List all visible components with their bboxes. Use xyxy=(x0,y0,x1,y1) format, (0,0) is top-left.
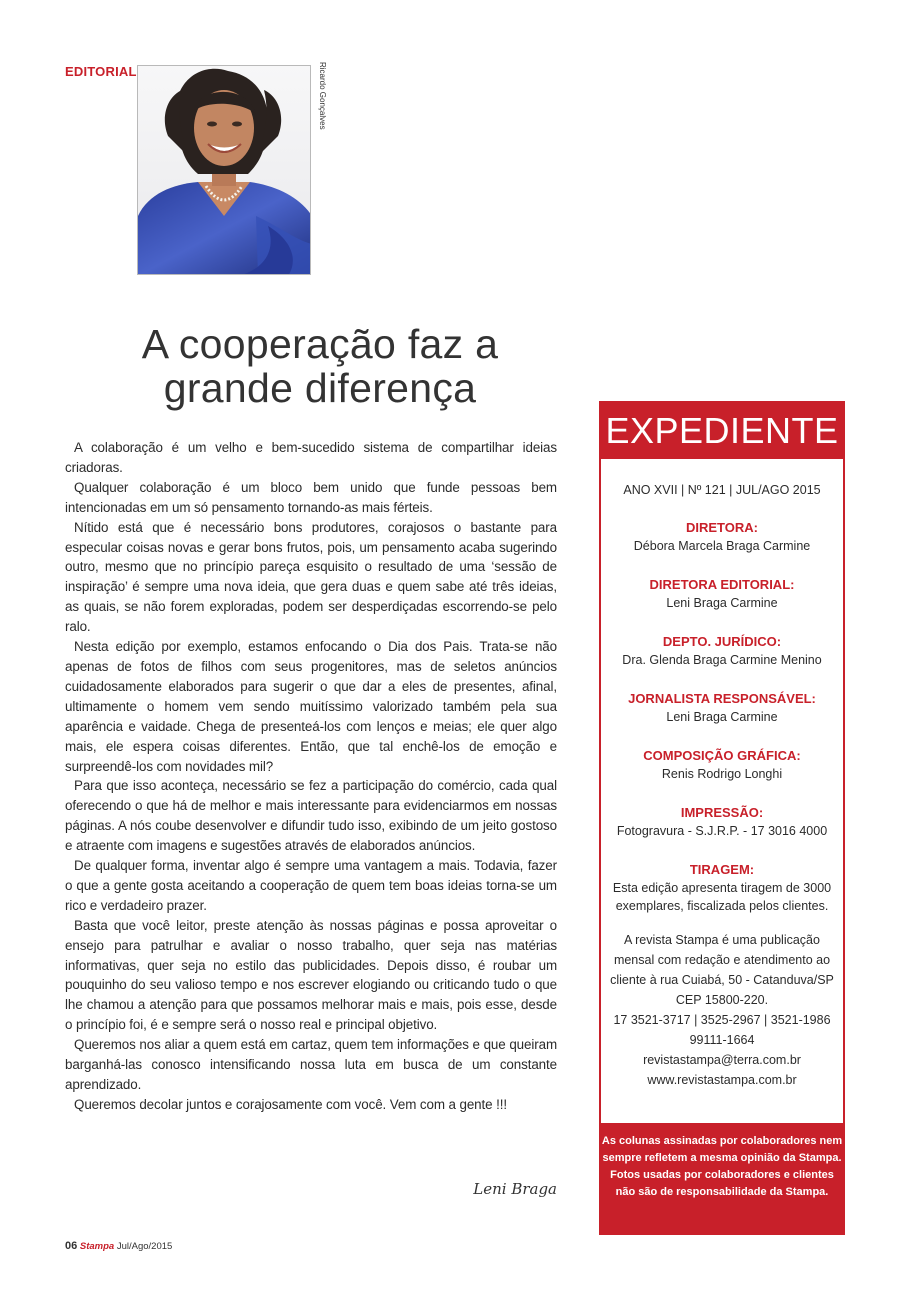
email-link[interactable]: revistastampa@terra.com.br xyxy=(643,1053,801,1067)
staff-role: DIRETORA: xyxy=(686,520,758,535)
staff-item xyxy=(601,690,843,726)
expediente-header: EXPEDIENTE xyxy=(601,403,843,459)
title-line-1: A cooperação faz a xyxy=(141,321,499,367)
paragraph: Basta que você leitor, preste atenção às nossas páginas e possa aproveitar o ensejo para patrulhar e avaliar o nosso trabalho, quer seja nas matérias informativas, quer seja no estilo das publicidades. Depois disso, é roubar um pouquinho do seu valioso tempo e nos escrever elogiando ou criticando tudo o que lhe chamou a atenção para que possamos melhorar mais e mais, pois esse, desde o princípio foi, é e sempre será o nosso real e principal objetivo. xyxy=(65,917,557,1033)
staff-item xyxy=(601,804,843,840)
author-photo xyxy=(137,65,311,275)
phone-numbers: 17 3521-3717 | 3525-2967 | 3521-1986 xyxy=(613,1013,831,1027)
paragraph: Nítido está que é necessário bons produtores, corajosos o bastante para especular coisas novas e gerar bons frutos, pois, um pensamento acaba sugerindo outro, mesmo que no princípio pareça esquisito o resultado de uma ‘sessão de inspiração’ é sempre uma nova ideia, que gera duas e quem sabe até três ideias, as quais, se não forem exploradas, podem ser desperdiçadas escorrendo-se pelo ralo. xyxy=(65,519,557,635)
paragraph: Queremos decolar juntos e corajosamente com você. Vem com a gente !!! xyxy=(74,1096,507,1112)
expediente-box xyxy=(599,401,845,1235)
info-line: CEP 15800-220. xyxy=(675,993,769,1007)
article-title xyxy=(105,322,535,410)
phone-number: 99111-1664 xyxy=(689,1033,755,1047)
edition-info: ANO XVII | Nº 121 | JUL/AGO 2015 xyxy=(623,483,821,497)
publication-info xyxy=(601,930,843,1090)
staff-item xyxy=(601,861,843,915)
section-label: EDITORIAL xyxy=(65,64,137,79)
title-line-2: grande diferença xyxy=(163,365,477,411)
staff-role: IMPRESSÃO: xyxy=(680,805,764,820)
article-body xyxy=(65,438,557,1115)
paragraph: Queremos nos aliar a quem está em cartaz, quem tem informações e que queiram barganhá-las conosco intensificando nossa luta em busca de um constante aprendizado. xyxy=(65,1037,557,1092)
staff-name: Renis Rodrigo Longhi xyxy=(661,767,783,781)
staff-role: JORNALISTA RESPONSÁVEL: xyxy=(628,691,816,706)
paragraph: Qualquer colaboração é um bloco bem unido que funde pessoas bem intencionadas em um só pensamento tornando-as mais férteis. xyxy=(65,479,557,515)
staff-name: Fotogravura - S.J.R.P. - 17 3016 4000 xyxy=(616,824,828,838)
staff-name: Leni Braga Carmine xyxy=(666,710,778,724)
info-line: mensal com redação e atendimento ao xyxy=(613,953,831,967)
staff-name: Leni Braga Carmine xyxy=(666,596,778,610)
staff-role: TIRAGEM: xyxy=(689,862,755,877)
signature: Leni Braga xyxy=(473,1180,557,1198)
paragraph: A colaboração é um velho e bem-sucedido sistema de compartilhar ideias criadoras. xyxy=(65,440,557,475)
staff-name: Dra. Glenda Braga Carmine Menino xyxy=(622,653,822,667)
photo-credit: Ricardo Gonçalves xyxy=(318,62,327,130)
staff-item xyxy=(601,576,843,612)
disclaimer: As colunas assinadas por colaboradores nem sempre refletem a mesma opinião da Stampa. Fotos usadas por colaboradores e clientes não são de responsabilidade da Stampa. xyxy=(601,1123,843,1233)
info-line: A revista Stampa é uma publicação xyxy=(624,933,820,947)
staff-name: Débora Marcela Braga Carmine xyxy=(633,539,811,553)
staff-list xyxy=(601,519,843,915)
page-footer xyxy=(65,1240,172,1252)
staff-role: DEPTO. JURÍDICO: xyxy=(662,634,782,649)
staff-role: DIRETORA EDITORIAL: xyxy=(649,577,795,592)
footer-issue: Jul/Ago/2015 xyxy=(116,1241,173,1252)
paragraph: Para que isso aconteça, necessário se fez a participação do comércio, cada qual oferecendo o que há de melhor e mais interessante para evidenciarmos em nossas páginas. A nós coube desenvolver e difundir tudo isso, exibindo de um jeito gostoso e atraente com imagens e sugestões através de elaborados anúncios. xyxy=(65,778,557,854)
footer-brand: Stampa xyxy=(79,1241,115,1252)
staff-item xyxy=(601,633,843,669)
staff-item xyxy=(601,519,843,555)
staff-name: Esta edição apresenta tiragem de 3000 exemplares, fiscalizada pelos clientes. xyxy=(612,881,832,913)
staff-role: COMPOSIÇÃO GRÁFICA: xyxy=(643,748,801,763)
info-line: cliente à rua Cuiabá, 50 - Catanduva/SP xyxy=(610,973,834,987)
staff-item xyxy=(601,747,843,783)
paragraph: De qualquer forma, inventar algo é sempre uma vantagem a mais. Todavia, fazer o que a gente gosta aceitando a cooperação de quem tem boas ideias torna-se um rico e verdadeiro prazer. xyxy=(65,858,557,913)
page-number: 06 xyxy=(65,1240,78,1252)
paragraph: Nesta edição por exemplo, estamos enfocando o Dia dos Pais. Trata-se não apenas de fotos de filhos com seus progenitores, mas de seletos anúncios cuidadosamente elaborados para sugerir o que dar a eles de presentes, afinal, ultimamente o homem vem sendo muitíssimo valorizado também pela sua aparência e vaidade. Chega de presenteá-los com lenços e meias; ele quer algo mais, ele espera coisas diferentes. Então, que tal enchê-los de emoção e surpreendê-los com novidades mil? xyxy=(65,639,557,774)
website-link[interactable]: www.revistastampa.com.br xyxy=(647,1073,797,1087)
